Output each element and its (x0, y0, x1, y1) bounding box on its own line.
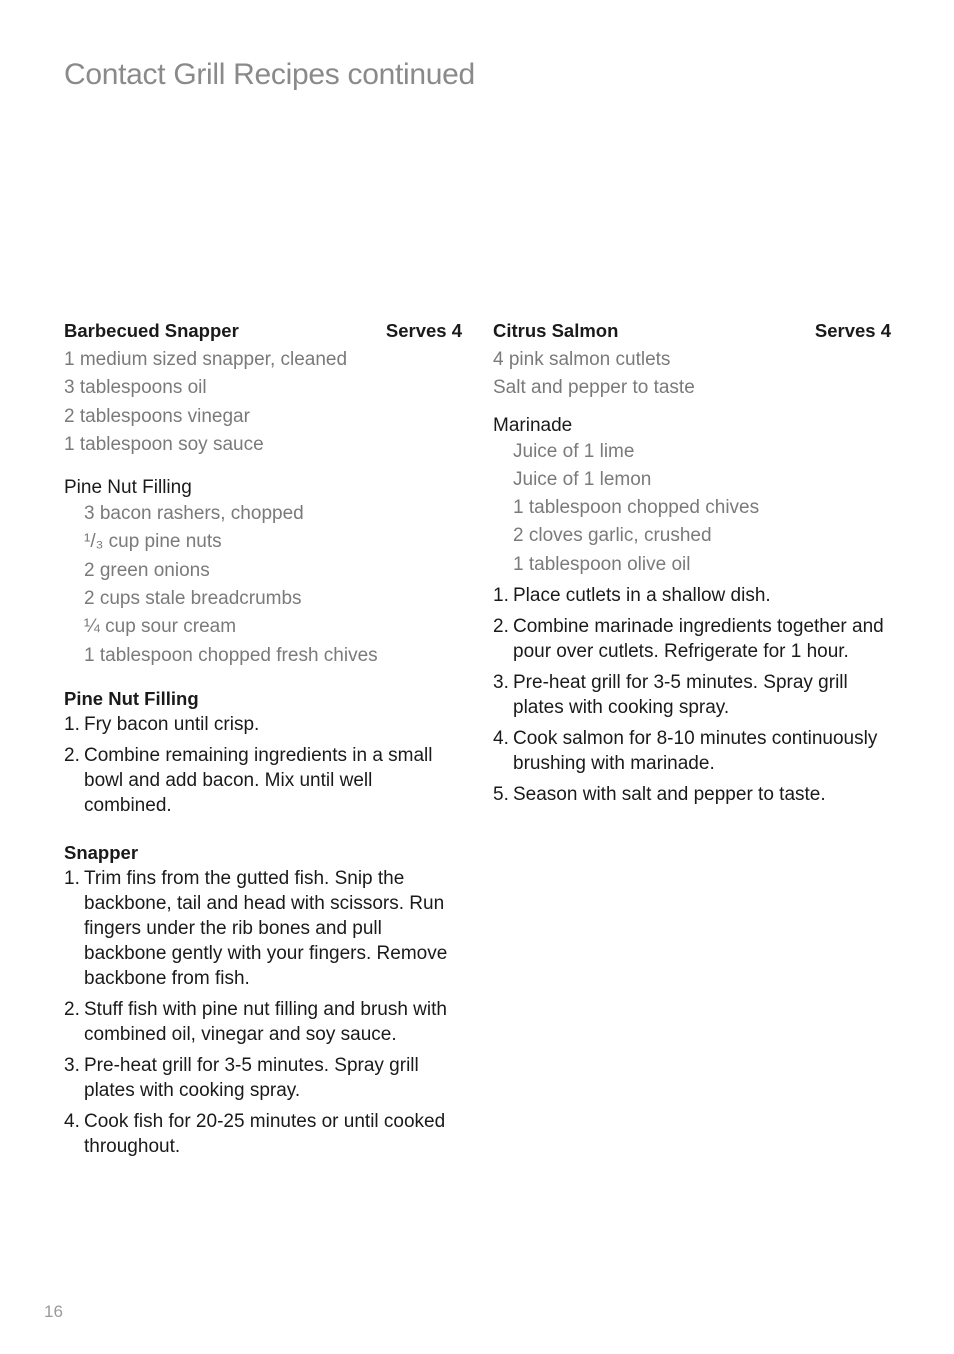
ingredient: Salt and pepper to taste (493, 377, 695, 399)
serves-label: Serves 4 (385, 320, 462, 341)
method-steps (493, 583, 891, 807)
ingredient: 3 tablespoons oil (64, 377, 207, 399)
ingredient: 2 tablespoons vinegar (64, 405, 250, 427)
serves-label: Serves 4 (814, 320, 891, 341)
ingredient: 4 pink salmon cutlets (493, 349, 671, 370)
ingredient: 2 cloves garlic, crushed (513, 525, 712, 547)
ingredient: ¹/₃ cup pine nuts (84, 531, 222, 553)
ingredient: Juice of 1 lemon (513, 468, 652, 490)
method-step: 2. Combine marinade ingredients together and pour over cutlets. Refrigerate for 1 hour. (493, 616, 884, 663)
method-step: 3. Pre-heat grill for 3-5 minutes. Spray grill plates with cooking spray. (493, 672, 848, 719)
ingredient: 1 tablespoon olive oil (513, 553, 691, 575)
recipe-header (493, 320, 891, 342)
method-steps (64, 866, 462, 1159)
method-title: Snapper (64, 841, 139, 863)
ingredient: 1 tablespoon chopped chives (513, 497, 760, 519)
method-step: 4. Cook fish for 20-25 minutes or until cooked throughout. (64, 1110, 446, 1157)
ingredient: 1 tablespoon soy sauce (64, 433, 264, 455)
method-step: 1. Trim fins from the gutted fish. Snip the backbone, tail and head with scissors. Run fingers under the rib bones and pull backbone gently with your fingers. Remove backbone from fish. (64, 867, 448, 989)
method-step: 3. Pre-heat grill for 3-5 minutes. Spray grill plates with cooking spray. (64, 1054, 419, 1101)
page-number: 16 (44, 1302, 63, 1321)
method-step: 4. Cook salmon for 8-10 minutes continuously brushing with marinade. (493, 728, 878, 775)
ingredient-list (493, 346, 891, 403)
ingredient: 1 tablespoon chopped fresh chives (84, 644, 378, 666)
method-step: 1. Place cutlets in a shallow dish. (493, 585, 771, 607)
page-title: Contact Grill Recipes continued (64, 58, 475, 91)
ingredient: 3 bacon rashers, chopped (84, 503, 304, 525)
marinade-ingredient-list (493, 438, 891, 579)
method-steps (64, 712, 462, 818)
method-step: 2. Combine remaining ingredients in a small bowl and add bacon. Mix until well combined. (64, 744, 433, 816)
recipe-name: Citrus Salmon (493, 320, 619, 341)
ingredient: ¼ cup sour cream (84, 616, 237, 638)
recipe-barbecued-snapper (64, 320, 462, 1165)
recipe-name: Barbecued Snapper (64, 320, 239, 341)
filling-title: Pine Nut Filling (64, 477, 192, 499)
recipe-citrus-salmon (493, 320, 891, 813)
method-step: 2. Stuff fish with pine nut filling and brush with combined oil, vinegar and soy sauce. (64, 998, 447, 1045)
recipe-header (64, 320, 462, 342)
method-title: Pine Nut Filling (64, 687, 199, 709)
ingredient: 2 green onions (84, 559, 210, 581)
ingredient: 2 cups stale breadcrumbs (84, 588, 302, 610)
ingredient-list (64, 346, 462, 459)
ingredient: 1 medium sized snapper, cleaned (64, 349, 348, 370)
method-step: 1. Fry bacon until crisp. (64, 713, 260, 735)
method-step: 5. Season with salt and pepper to taste. (493, 784, 826, 806)
marinade-title: Marinade (493, 414, 573, 436)
filling-ingredient-list (64, 500, 462, 670)
ingredient: Juice of 1 lime (513, 440, 635, 462)
